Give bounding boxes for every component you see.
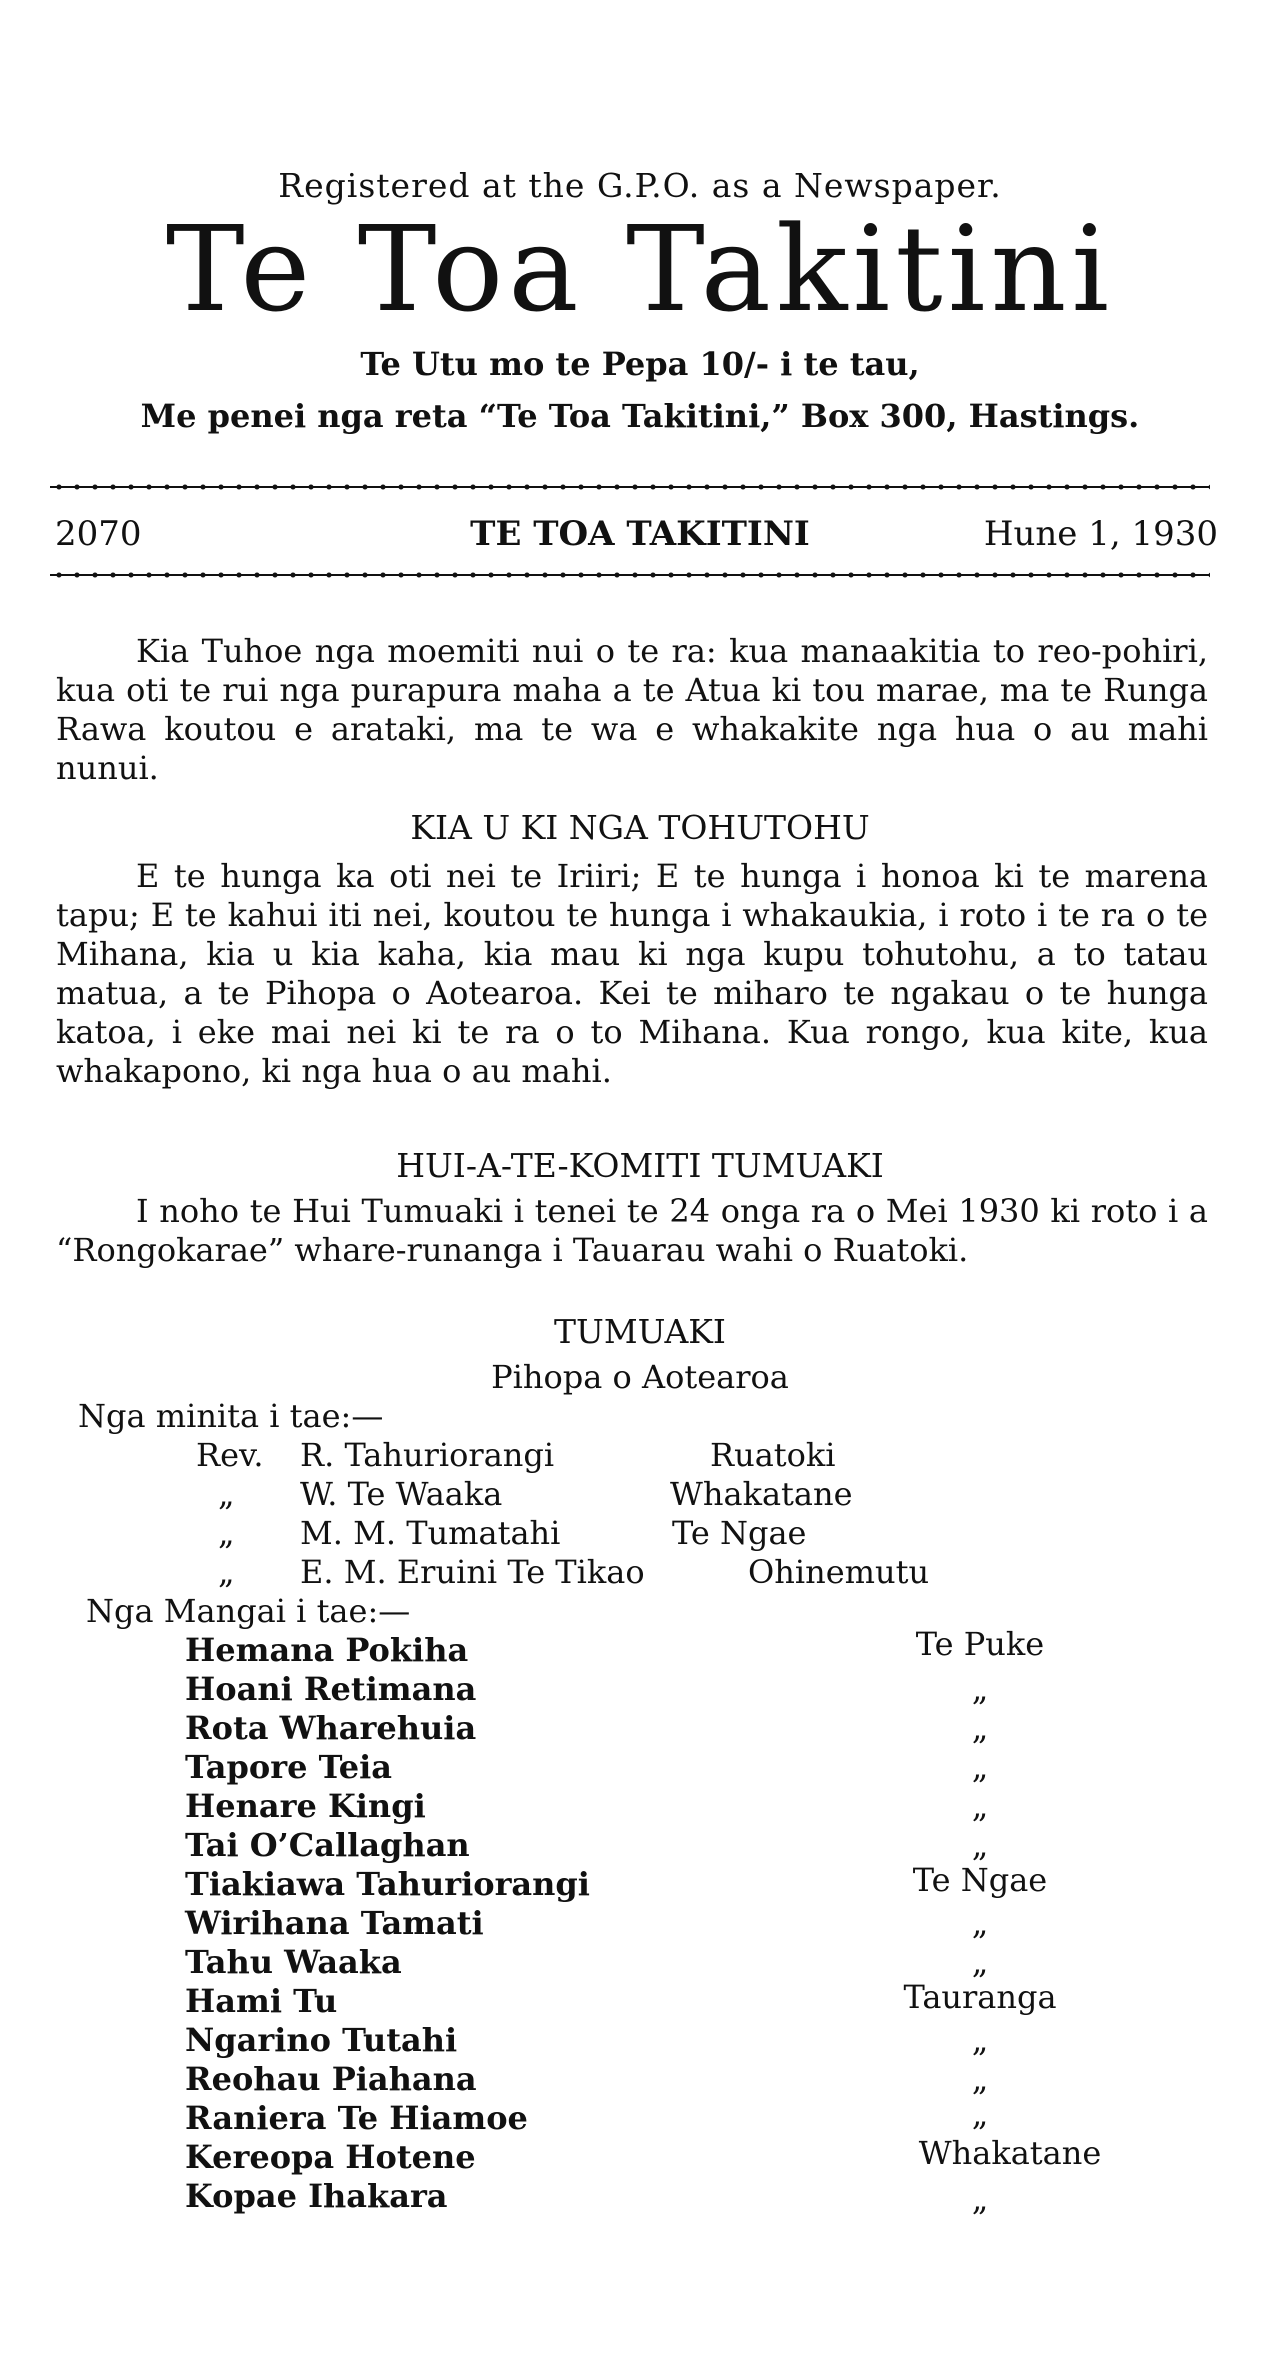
delegate-name: Hami Tu (185, 1982, 338, 2020)
minister-name: E. M. Eruini Te Tikao (300, 1553, 645, 1591)
minister-place: Ruatoki (710, 1436, 836, 1474)
delegate-name: Tiakiawa Tahuriorangi (185, 1865, 590, 1903)
minister-place: Whakatane (670, 1475, 853, 1513)
delegate-name: Kereopa Hotene (185, 2138, 476, 2176)
delegate-name: Rota Wharehuia (185, 1709, 477, 1747)
section-heading-hui: HUI-A-TE-KOMITI TUMUAKI (396, 1146, 884, 1185)
paragraph-tohutohu: E te hunga ka oti nei te Iriiri; E te hunga i honoa ki te marena tapu; E te kahui iti nei, koutou te hunga i whakaukia, i roto i te ra o te Mihana, kia u kia kaha, kia mau ki nga kupu tohutohu, a to tatau matua, a te Pihopa o Aotearoa. Kei te miharo te ngakau o te hunga katoa, i eke mai nei ki te ra o to Mihana. Kua rongo, kua kite, kua whakapono, ki nga hua o au mahi. (56, 857, 1208, 1090)
minister-prefix: „ (218, 1553, 235, 1591)
minister-prefix: Rev. (196, 1436, 264, 1474)
registration-notice: Registered at the G.P.O. as a Newspaper. (278, 166, 1002, 205)
delegate-place: Te Ngae (912, 1861, 1048, 1899)
masthead-title: Te Toa Takitini (165, 200, 1115, 338)
delegate-name: Tahu Waaka (185, 1943, 402, 1981)
paragraph-hui: I noho te Hui Tumuaki i tenei te 24 onga ra o Mei 1930 ki roto i a “Rongokarae” whare-runanga i Tauarau wahi o Ruatoki. (56, 1192, 1208, 1269)
delegate-place: Whakatane (918, 2134, 1102, 2172)
address-line: Me penei nga reta “Te Toa Takitini,” Box 300, Hastings. (140, 397, 1140, 435)
minister-prefix: „ (218, 1514, 235, 1552)
running-header-title: TE TOA TAKITINI (470, 514, 810, 554)
delegate-place: „ (971, 1670, 989, 1708)
delegate-name: Raniera Te Hiamoe (185, 2099, 528, 2137)
page-number: 2070 (55, 514, 142, 554)
section-heading-tohutohu: KIA U KI NGA TOHUTOHU (410, 808, 870, 847)
delegate-place: „ (971, 2095, 989, 2133)
dotted-rule-top (50, 482, 1210, 492)
delegate-name: Henare Kingi (185, 1787, 426, 1825)
tumuaki-name: Pihopa o Aotearoa (491, 1358, 789, 1396)
delegate-name: Reohau Piahana (185, 2060, 477, 2098)
paragraph-greeting: Kia Tuhoe nga moemiti nui o te ra: kua manaakitia to reo-pohiri, kua oti te rui nga purapura maha a te Atua ki tou marae, ma te Runga Rawa koutou e arataki, ma te wa e whakakite nga hua o au mahi nunui. (56, 632, 1208, 787)
delegate-name: Ngarino Tutahi (185, 2021, 458, 2059)
dotted-rule-bottom (50, 570, 1210, 580)
delegate-place: Te Puke (915, 1625, 1045, 1663)
minister-place: Ohinemutu (748, 1553, 930, 1591)
delegate-place: „ (971, 1748, 989, 1786)
minister-place: Te Ngae (672, 1514, 807, 1552)
delegate-name: Tai O’Callaghan (185, 1826, 470, 1864)
delegate-name: Hemana Pokiha (185, 1631, 469, 1669)
issue-date: Hune 1, 1930 (983, 514, 1218, 554)
delegate-place: „ (971, 1709, 989, 1747)
delegate-place: „ (971, 2021, 989, 2059)
minister-prefix: „ (218, 1475, 235, 1513)
minister-name: W. Te Waaka (300, 1475, 503, 1513)
minister-name: R. Tahuriorangi (300, 1436, 555, 1474)
delegate-place: Tauranga (903, 1978, 1057, 2016)
delegate-name: Tapore Teia (185, 1748, 392, 1786)
delegate-place: „ (971, 2180, 989, 2218)
delegate-name: Hoani Retimana (185, 1670, 477, 1708)
delegate-place: „ (971, 1826, 989, 1864)
section-heading-tumuaki: TUMUAKI (554, 1312, 726, 1351)
delegate-place: „ (971, 2060, 989, 2098)
delegate-name: Wirihana Tamati (185, 1904, 484, 1942)
delegate-place: „ (971, 1787, 989, 1825)
delegate-place: „ (971, 1943, 989, 1981)
delegates-label: Nga Mangai i tae:— (86, 1592, 411, 1630)
delegate-place: „ (971, 1904, 989, 1942)
subscription-line: Te Utu mo te Pepa 10/- i te tau, (360, 345, 920, 383)
minister-name: M. M. Tumatahi (300, 1514, 561, 1552)
ministers-label: Nga minita i tae:— (78, 1397, 384, 1435)
delegate-name: Kopae Ihakara (185, 2177, 448, 2215)
